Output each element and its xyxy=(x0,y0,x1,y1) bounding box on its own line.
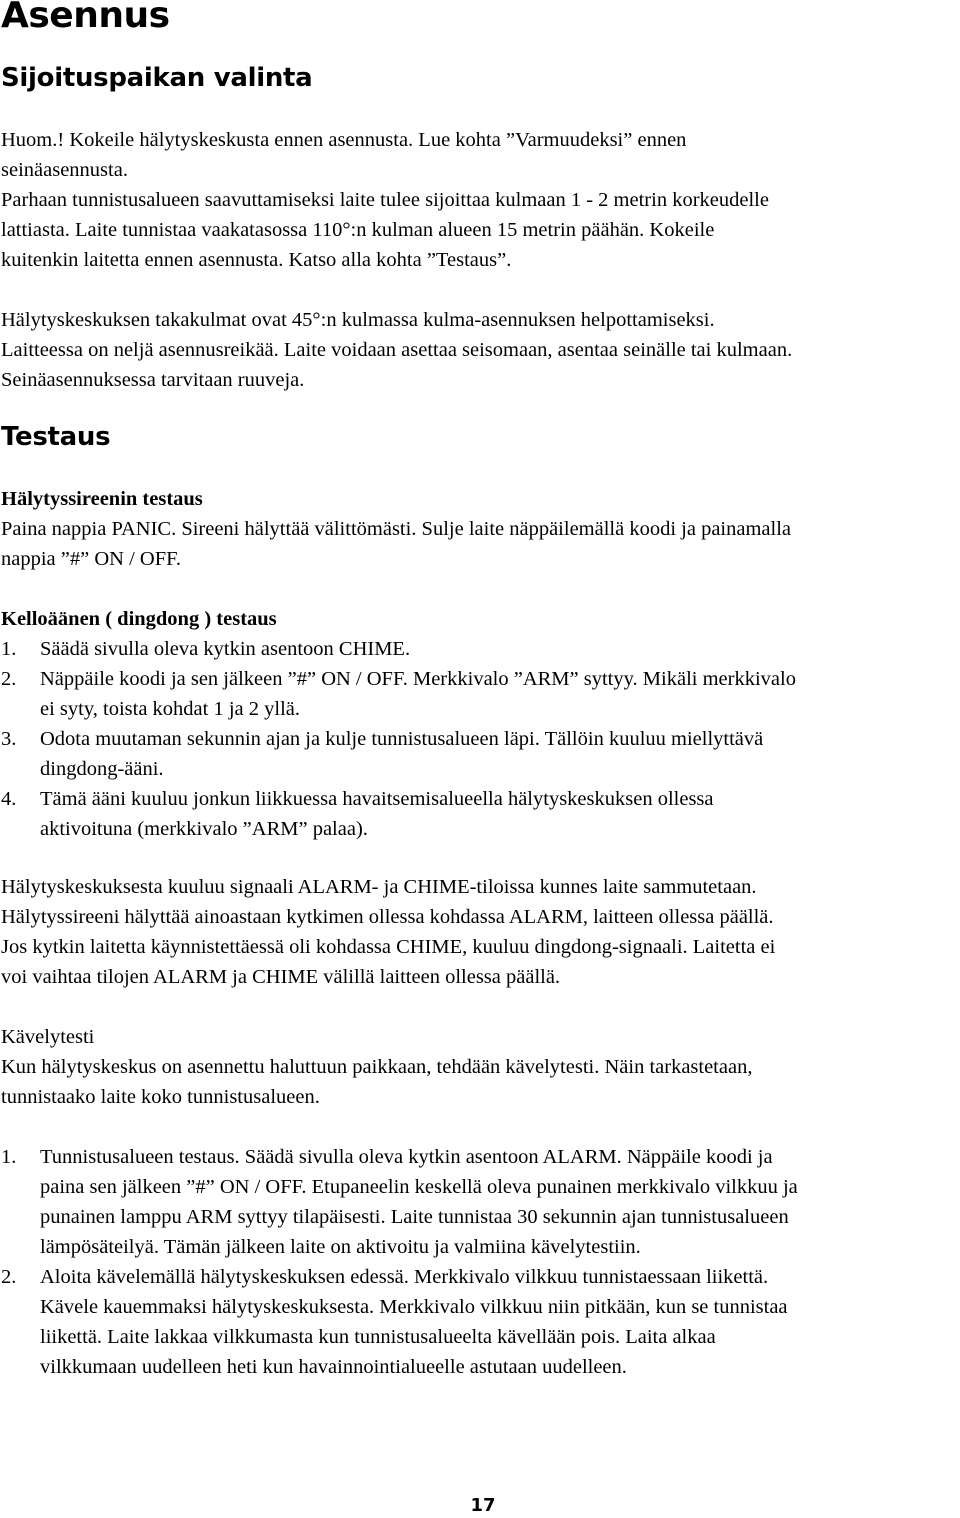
chime-test-steps xyxy=(1,634,959,844)
text-line: punainen lamppu ARM syttyy tilapäisesti. Laite tunnistaa 30 sekunnin ajan tunnistusalueen xyxy=(40,1206,789,1228)
text-line: Seinäasennuksessa tarvitaan ruuveja. xyxy=(1,369,305,391)
placement-paragraph-1 xyxy=(1,125,959,275)
list-number: 2. xyxy=(1,1266,17,1288)
list-number: 1. xyxy=(1,1146,17,1168)
text-line: Tämä ääni kuuluu jonkun liikkuessa havaitsemisalueella hälytyskeskuksen ollessa xyxy=(40,788,714,810)
text-line: Parhaan tunnistusalueen saavuttamiseksi laite tulee sijoittaa kulmaan 1 - 2 metrin korkeudelle xyxy=(1,189,769,211)
text-line: Kävele kauemmaksi hälytyskeskuksesta. Merkkivalo vilkkuu niin pitkään, kun se tunnistaa xyxy=(40,1296,788,1318)
walk-test-subheading: Kävelytesti xyxy=(1,1026,95,1048)
text-line: Aloita kävelemällä hälytyskeskuksen edessä. Merkkivalo vilkkuu tunnistaessaan liikettä. xyxy=(40,1266,769,1288)
text-line: Hälytyskeskuksesta kuuluu signaali ALARM- ja CHIME-tiloissa kunnes laite sammutetaan. xyxy=(1,876,757,898)
text-line: vilkkumaan uudelleen heti kun havainnointialueelle astutaan uudelleen. xyxy=(40,1356,627,1378)
text-line: Jos kytkin laitetta käynnistettäessä oli kohdassa CHIME, kuuluu dingdong-signaali. Laitetta ei xyxy=(1,936,776,958)
siren-test-heading: Hälytyssireenin testaus xyxy=(1,488,203,510)
text-line: tunnistaako laite koko tunnistusalueen. xyxy=(1,1086,320,1108)
page-number: 17 xyxy=(470,1495,496,1516)
list-item xyxy=(1,664,959,724)
text-line: aktivoituna (merkkivalo ”ARM” palaa). xyxy=(40,818,368,840)
chime-test-heading: Kelloäänen ( dingdong ) testaus xyxy=(1,608,277,630)
list-number: 2. xyxy=(1,668,17,690)
text-line: seinäasennusta. xyxy=(1,159,128,181)
text-line: Kun hälytyskeskus on asennettu haluttuun paikkaan, tehdään kävelytesti. Näin tarkastetaan, xyxy=(1,1056,753,1078)
text-line: dingdong-ääni. xyxy=(40,758,164,780)
walk-test-steps xyxy=(1,1142,959,1382)
walk-test-paragraph xyxy=(1,1052,959,1112)
section-heading-placement: Sijoituspaikan valinta xyxy=(1,63,313,93)
text-line: Hälytyssireeni hälyttää ainoastaan kytkimen ollessa kohdassa ALARM, laitteen ollessa päällä. xyxy=(1,906,774,928)
text-line: Hälytyskeskuksen takakulmat ovat 45°:n kulmassa kulma-asennuksen helpottamiseksi. xyxy=(1,309,715,331)
list-number: 3. xyxy=(1,728,17,750)
text-line: ei syty, toista kohdat 1 ja 2 yllä. xyxy=(40,698,301,720)
list-item xyxy=(1,784,959,844)
text-line: voi vaihtaa tilojen ALARM ja CHIME välillä laitteen ollessa päällä. xyxy=(1,966,561,988)
list-item xyxy=(1,1262,959,1382)
text-line: Säädä sivulla oleva kytkin asentoon CHIME. xyxy=(40,638,411,660)
list-number: 4. xyxy=(1,788,17,810)
list-number: 1. xyxy=(1,638,17,660)
text-line: Huom.! Kokeile hälytyskeskusta ennen asennusta. Lue kohta ”Varmuudeksi” ennen xyxy=(1,129,687,151)
list-item xyxy=(1,634,959,664)
text-line: Laitteessa on neljä asennusreikää. Laite voidaan asettaa seisomaan, asentaa seinälle tai kulmaan. xyxy=(1,339,793,361)
text-line: nappia ”#” ON / OFF. xyxy=(1,548,181,570)
placement-paragraph-2 xyxy=(1,305,959,395)
text-line: liikettä. Laite lakkaa vilkkumasta kun tunnistusalueelta kävellään pois. Laita alkaa xyxy=(40,1326,716,1348)
section-heading-testing: Testaus xyxy=(1,422,111,452)
text-line: Näppäile koodi ja sen jälkeen ”#” ON / OFF. Merkkivalo ”ARM” syttyy. Mikäli merkkivalo xyxy=(40,668,796,690)
text-line: paina sen jälkeen ”#” ON / OFF. Etupaneelin keskellä oleva punainen merkkivalo vilkkuu ja xyxy=(40,1176,798,1198)
page-title: Asennus xyxy=(1,0,170,36)
text-line: Tunnistusalueen testaus. Säädä sivulla oleva kytkin asentoon ALARM. Näppäile koodi ja xyxy=(40,1146,773,1168)
signal-info-paragraph xyxy=(1,872,959,992)
text-line: lämpösäteilyä. Tämän jälkeen laite on aktivoitu ja valmiina kävelytestiin. xyxy=(40,1236,641,1258)
text-line: lattiasta. Laite tunnistaa vaakatasossa 110°:n kulman alueen 15 metrin päähän. Kokeile xyxy=(1,219,715,241)
text-line: Paina nappia PANIC. Sireeni hälyttää välittömästi. Sulje laite näppäilemällä koodi ja painamalla xyxy=(1,518,792,540)
siren-test-paragraph xyxy=(1,514,959,574)
text-line: kuitenkin laitetta ennen asennusta. Katso alla kohta ”Testaus”. xyxy=(1,249,512,271)
list-item xyxy=(1,1142,959,1262)
text-line: Odota muutaman sekunnin ajan ja kulje tunnistusalueen läpi. Tällöin kuuluu miellyttävä xyxy=(40,728,764,750)
list-item xyxy=(1,724,959,784)
